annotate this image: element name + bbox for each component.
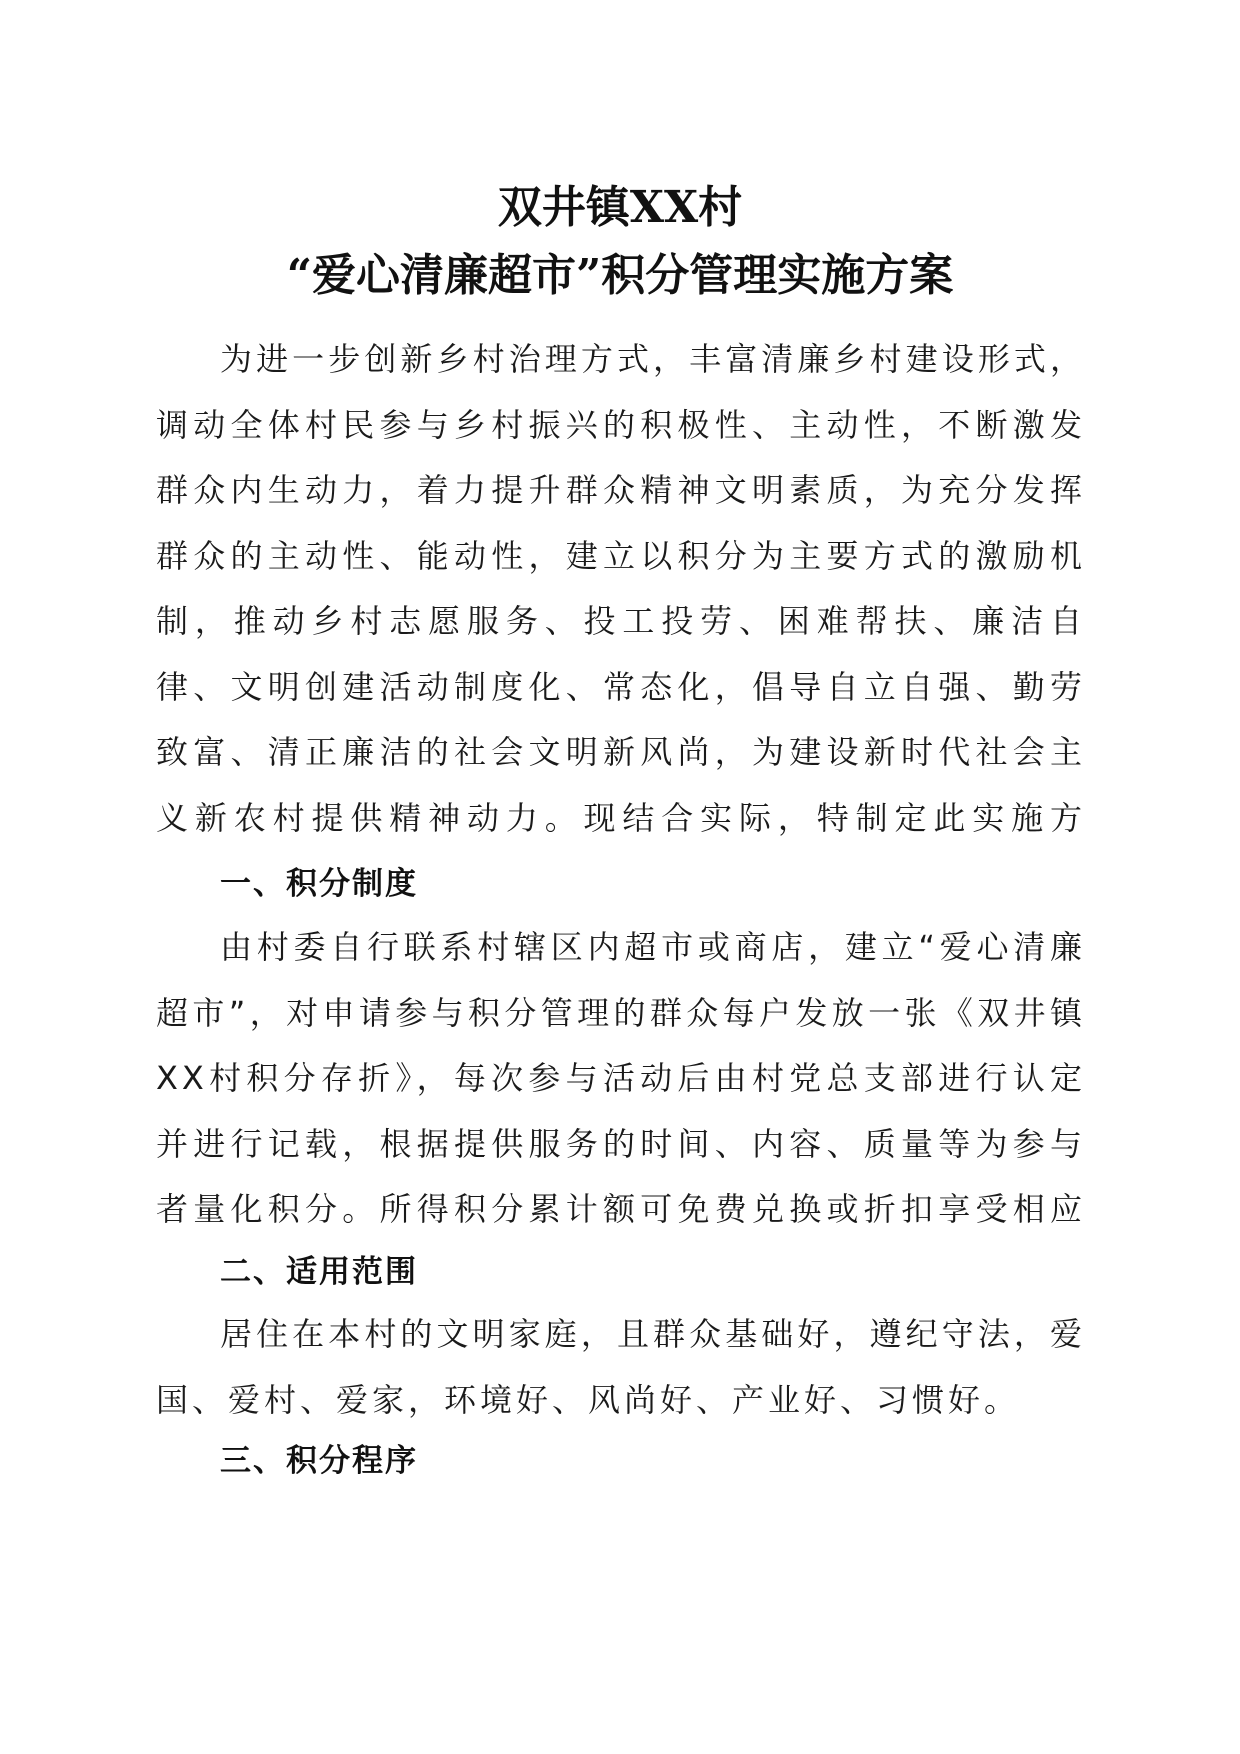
- section-heading-procedure: 三、积分程序: [220, 1443, 418, 1479]
- section-heading-points-system: 一、积分制度: [220, 866, 418, 902]
- document-title-line-2: “爱心清廉超市”积分管理实施方案: [286, 250, 954, 301]
- section-body-scope: 居住在本村的文明家庭，且群众基础好，遵纪守法，爱国、爱村、爱家，环境好、风尚好、产业好、习惯好。: [156, 1315, 1086, 1419]
- document-title-line-1: 双井镇XX村: [497, 182, 743, 233]
- intro-paragraph: 为进一步创新乡村治理方式，丰富清廉乡村建设形式，调动全体村民参与乡村振兴的积极性、主动性，不断激发群众内生动力，着力提升群众精神文明素质，为充分发挥群众的主动性、能动性，建立以积分为主要方式的激励机制，推动乡村志愿服务、投工投劳、困难帮扶、廉洁自律、文明创建活动制度化、常态化，倡导自立自强、勤劳致富、清正廉洁的社会文明新风尚，为建设新时代社会主义新农村提供精神动力。现结合实际，特制定此实施方: [156, 340, 1086, 837]
- section-heading-scope: 二、适用范围: [220, 1254, 418, 1290]
- section-body-points-system: 由村委自行联系村辖区内超市或商店，建立“爱心清廉超市”，对申请参与积分管理的群众每户发放一张《双井镇XX村积分存折》，每次参与活动后由村党总支部进行认定并进行记载，根据提供服务的时间、内容、质量等为参与者量化积分。所得积分累计额可免费兑换或折扣享受相应: [156, 928, 1086, 1228]
